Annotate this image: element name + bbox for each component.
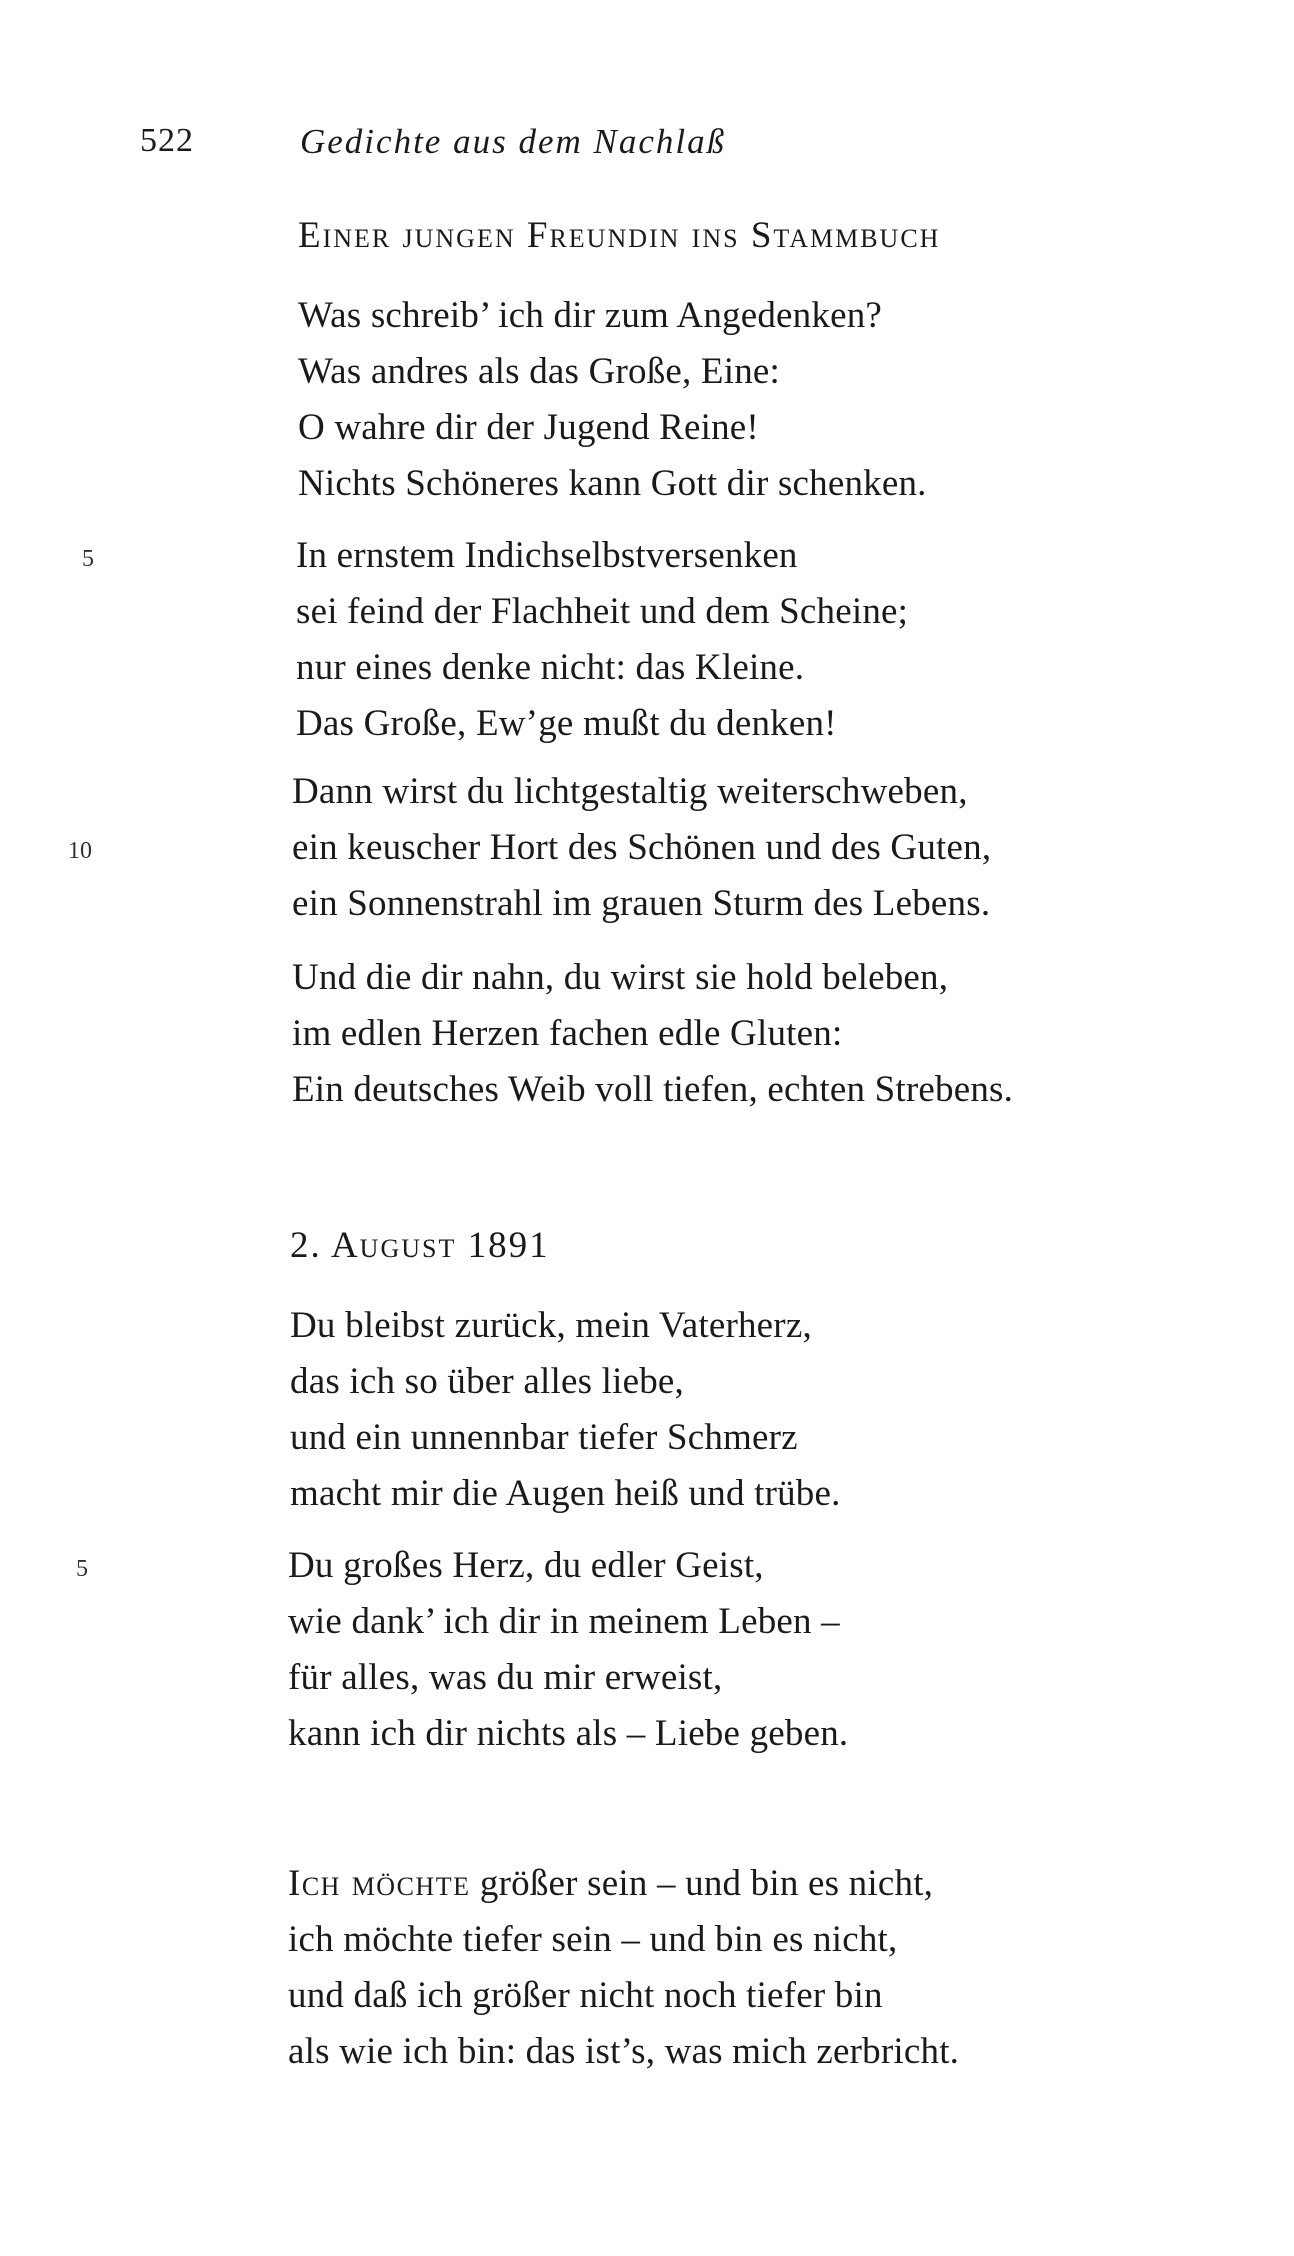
running-title: Gedichte aus dem Nachlaß <box>300 122 727 161</box>
stanza <box>292 764 991 932</box>
verse-line-rest: größer sein – und bin es nicht, <box>470 1863 934 1904</box>
verse-line: ich möchte tiefer sein – und bin es nicht, <box>288 1919 898 1960</box>
verse-line: Du bleibst zurück, mein Vaterherz, <box>290 1305 812 1346</box>
stanza <box>296 528 908 752</box>
verse-line: für alles, was du mir erweist, <box>288 1657 723 1698</box>
stanza <box>288 1856 959 2080</box>
line-number: 5 <box>82 546 94 572</box>
poem-title: 2. August 1891 <box>290 1225 550 1266</box>
verse-line: Und die dir nahn, du wirst sie hold beleben, <box>292 957 949 998</box>
line-number: 5 <box>76 1556 88 1582</box>
verse-line: Ein deutsches Weib voll tiefen, echten Strebens. <box>292 1069 1014 1110</box>
verse-line: In ernstem Indichselbstversenken <box>296 535 798 576</box>
verse-line: Was schreib’ ich dir zum Angedenken? <box>298 295 883 336</box>
verse-line: als wie ich bin: das ist’s, was mich zerbricht. <box>288 2031 960 2072</box>
verse-line: und ein unnennbar tiefer Schmerz <box>290 1417 798 1458</box>
verse-line: Du großes Herz, du edler Geist, <box>288 1545 764 1586</box>
verse-line: sei feind der Flachheit und dem Scheine; <box>296 591 909 632</box>
verse-line: kann ich dir nichts als – Liebe geben. <box>288 1713 849 1754</box>
line-number: 10 <box>68 838 92 864</box>
poem-first-words: Ich möchte <box>288 1863 471 1904</box>
stanza <box>288 1538 848 1762</box>
verse-line: wie dank’ ich dir in meinem Leben – <box>288 1601 840 1642</box>
verse-line: Was andres als das Große, Eine: <box>298 351 781 392</box>
stanza <box>292 950 1013 1118</box>
verse-line: Nichts Schöneres kann Gott dir schenken. <box>298 463 927 504</box>
verse-line: ein keuscher Hort des Schönen und des Guten, <box>292 827 992 868</box>
page-number: 522 <box>140 122 194 159</box>
poem-title: Einer jungen Freundin ins Stammbuch <box>298 215 941 256</box>
verse-line: und daß ich größer nicht noch tiefer bin <box>288 1975 883 2016</box>
verse-line: Dann wirst du lichtgestaltig weiterschweben, <box>292 771 968 812</box>
verse-line <box>288 1856 959 1912</box>
stanza <box>298 288 927 512</box>
stanza <box>290 1298 841 1522</box>
verse-line: das ich so über alles liebe, <box>290 1361 684 1402</box>
verse-line: Das Große, Ew’ge mußt du denken! <box>296 703 837 744</box>
verse-line: ein Sonnenstrahl im grauen Sturm des Lebens. <box>292 883 991 924</box>
verse-line: im edlen Herzen fachen edle Gluten: <box>292 1013 843 1054</box>
verse-line: nur eines denke nicht: das Kleine. <box>296 647 805 688</box>
verse-line: macht mir die Augen heiß und trübe. <box>290 1473 841 1514</box>
verse-line: O wahre dir der Jugend Reine! <box>298 407 759 448</box>
